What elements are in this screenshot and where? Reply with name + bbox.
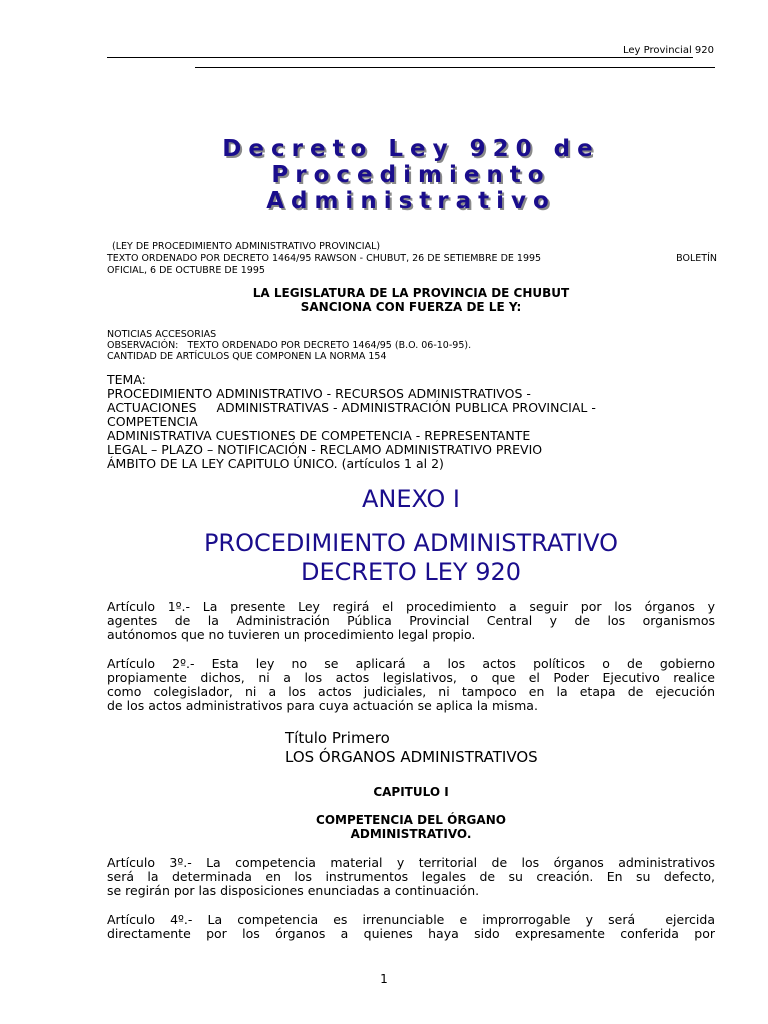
section-heading-line: COMPETENCIA DEL ÓRGANO — [316, 813, 506, 827]
article-line: agentes de la Administración Pública Provincial Central y de los organismos — [107, 613, 715, 628]
page-number: 1 — [380, 972, 388, 986]
article-3 — [107, 856, 715, 898]
note-line: NOTICIAS ACCESORIAS — [107, 329, 217, 340]
note-line: OBSERVACIÓN: TEXTO ORDENADO POR DECRETO 1464/95 (B.O. 06-10-95). — [107, 340, 472, 351]
title-line: Procedimiento — [271, 162, 551, 188]
article-line: será la determinada en los instrumentos legales de su creación. En su defecto, — [107, 869, 715, 884]
title-line: Administrativo — [266, 188, 556, 214]
enactment-line: LA LEGISLATURA DE LA PROVINCIA DE CHUBUT — [252, 286, 570, 300]
enactment-formula — [107, 286, 715, 314]
header-rule-top — [107, 57, 693, 58]
topic-line: LEGAL – PLAZO – NOTIFICACIÓN - RECLAMO ADMINISTRATIVO PREVIO — [107, 442, 543, 457]
article-2 — [107, 657, 715, 713]
meta-line: (LEY DE PROCEDIMIENTO ADMINISTRATIVO PROVINCIAL) — [112, 241, 381, 252]
procedure-heading-line: PROCEDIMIENTO ADMINISTRATIVO — [203, 529, 619, 557]
topic-line: COMPETENCIA — [107, 414, 198, 429]
meta-line: BOLETÍN — [676, 253, 717, 264]
article-line: Artículo 1º.- La presente Ley regirá el procedimiento a seguir por los órganos y — [107, 599, 715, 614]
accessory-notes — [107, 329, 717, 362]
topic-line: ADMINISTRATIVA CUESTIONES DE COMPETENCIA - REPRESENTANTE — [107, 428, 531, 443]
title-heading-line: LOS ÓRGANOS ADMINISTRATIVOS — [285, 748, 538, 766]
procedure-heading-line: DECRETO LEY 920 — [300, 558, 522, 586]
topics-label: TEMA: — [107, 372, 146, 387]
article-line: autónomos que no tuvieren un procedimiento legal propio. — [107, 627, 476, 642]
article-line: Artículo 3º.- La competencia material y territorial de los órganos administrativos — [107, 855, 715, 870]
article-line: propiamente dichos, ni a los actos legislativos, o que el Poder Ejecutivo realice — [107, 670, 715, 685]
meta-row — [107, 253, 717, 265]
article-line: directamente por los órganos a quienes haya sido expresamente conferida por — [107, 926, 715, 941]
article-line: Artículo 4º.- La competencia es irrenunciable e improrrogable y será ejercida — [107, 912, 715, 927]
topics-block — [107, 373, 717, 471]
article-line: como colegislador, ni a los actos judiciales, ni tampoco en la etapa de ejecución — [107, 684, 715, 699]
topic-line: PROCEDIMIENTO ADMINISTRATIVO - RECURSOS ADMINISTRATIVOS - — [107, 386, 531, 401]
topic-line: ÁMBITO DE LA LEY CAPITULO ÚNICO. (artículos 1 al 2) — [107, 456, 444, 471]
section-heading-line: ADMINISTRATIVO. — [350, 827, 472, 841]
section-heading — [107, 813, 715, 841]
article-line: Artículo 2º.- Esta ley no se aplicará a los actos políticos o de gobierno — [107, 656, 715, 671]
note-line: CANTIDAD DE ARTÍCULOS QUE COMPONEN LA NORMA 154 — [107, 351, 387, 362]
enactment-line: SANCIONA CON FUERZA DE LE Y: — [300, 300, 522, 314]
meta-line: TEXTO ORDENADO POR DECRETO 1464/95 RAWSON - CHUBUT, 26 DE SETIEMBRE DE 1995 — [107, 253, 542, 264]
running-header: Ley Provincial 920 — [623, 45, 714, 56]
article-line: de los actos administrativos para cuya actuación se aplica la misma. — [107, 698, 538, 713]
article-line: se regirán por las disposiciones enunciadas a continuación. — [107, 883, 480, 898]
document-title — [107, 136, 715, 214]
title-line: Decreto Ley 920 de — [222, 136, 600, 162]
topic-line: ACTUACIONES ADMINISTRATIVAS - ADMINISTRACIÓN PUBLICA PROVINCIAL - — [107, 400, 596, 415]
publication-info — [107, 241, 717, 277]
article-4 — [107, 913, 715, 941]
chapter-heading: CAPITULO I — [373, 785, 449, 799]
header-rule-bottom — [195, 67, 715, 68]
title-heading — [285, 729, 538, 767]
title-heading-line: Título Primero — [285, 729, 390, 747]
procedure-heading — [107, 529, 715, 587]
annex-heading: ANEXO I — [361, 485, 461, 513]
article-1 — [107, 600, 715, 642]
meta-line: OFICIAL, 6 DE OCTUBRE DE 1995 — [107, 265, 265, 276]
